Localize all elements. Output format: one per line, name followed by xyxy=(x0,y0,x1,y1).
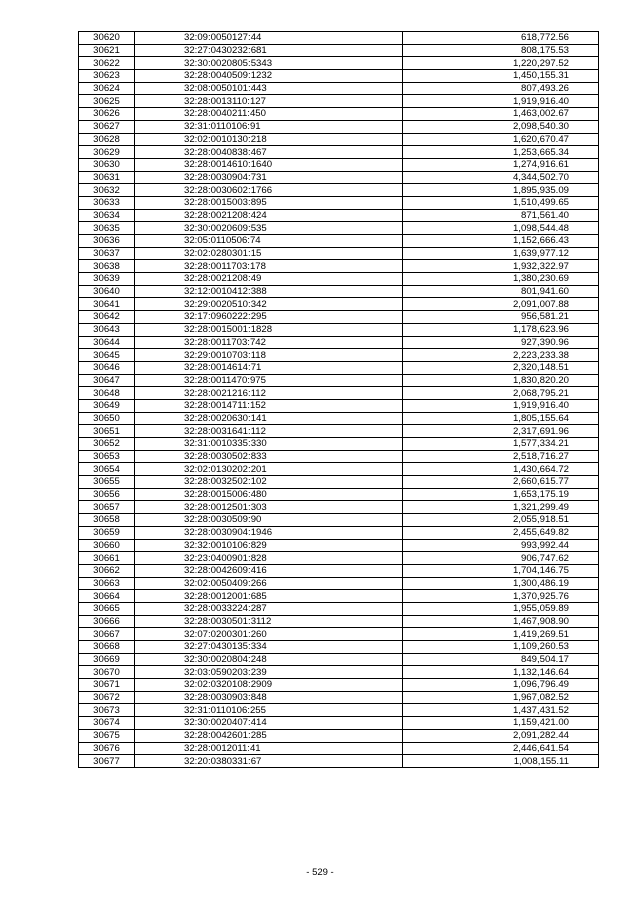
row-number-cell: 30639 xyxy=(79,273,135,286)
cadastral-value-cell: 1,370,925.76 xyxy=(403,590,599,603)
row-number-cell: 30642 xyxy=(79,311,135,324)
cadastral-value-cell: 1,008,155.11 xyxy=(403,755,599,768)
table-row xyxy=(79,755,599,768)
table-row xyxy=(79,653,599,666)
row-number-cell: 30654 xyxy=(79,463,135,476)
table-row xyxy=(79,44,599,57)
cadastral-number-cell: 32:23:0400901:828 xyxy=(135,552,403,565)
table-row xyxy=(79,158,599,171)
cadastral-number-cell: 32:30:0020804:248 xyxy=(135,653,403,666)
table-row xyxy=(79,95,599,108)
row-number-cell: 30673 xyxy=(79,704,135,717)
row-number-cell: 30657 xyxy=(79,501,135,514)
row-number-cell: 30660 xyxy=(79,539,135,552)
table-row xyxy=(79,82,599,95)
cadastral-value-cell: 1,159,421.00 xyxy=(403,717,599,730)
cadastral-value-cell: 2,055,918.51 xyxy=(403,514,599,527)
row-number-cell: 30668 xyxy=(79,641,135,654)
cadastral-value-cell: 1,955,059.89 xyxy=(403,602,599,615)
row-number-cell: 30631 xyxy=(79,171,135,184)
row-number-cell: 30661 xyxy=(79,552,135,565)
cadastral-number-cell: 32:07:0200301:260 xyxy=(135,628,403,641)
row-number-cell: 30633 xyxy=(79,196,135,209)
table-row xyxy=(79,679,599,692)
row-number-cell: 30634 xyxy=(79,209,135,222)
cadastral-number-cell: 32:28:0011470:975 xyxy=(135,374,403,387)
cadastral-value-cell: 2,091,007.88 xyxy=(403,298,599,311)
cadastral-value-cell: 801,941.60 xyxy=(403,285,599,298)
table-row xyxy=(79,323,599,336)
table-row xyxy=(79,526,599,539)
cadastral-value-cell: 1,805,155.64 xyxy=(403,412,599,425)
cadastral-number-cell: 32:28:0012501:303 xyxy=(135,501,403,514)
cadastral-number-cell: 32:02:0050409:266 xyxy=(135,577,403,590)
table-row xyxy=(79,247,599,260)
row-number-cell: 30670 xyxy=(79,666,135,679)
table-row xyxy=(79,260,599,273)
row-number-cell: 30658 xyxy=(79,514,135,527)
table-row xyxy=(79,666,599,679)
cadastral-number-cell: 32:02:0280301:15 xyxy=(135,247,403,260)
row-number-cell: 30651 xyxy=(79,425,135,438)
cadastral-value-cell: 1,437,431.52 xyxy=(403,704,599,717)
cadastral-number-cell: 32:28:0030502:833 xyxy=(135,450,403,463)
cadastral-number-cell: 32:28:0040838:467 xyxy=(135,146,403,159)
cadastral-value-cell: 1,419,269.51 xyxy=(403,628,599,641)
cadastral-value-cell: 1,653,175.19 xyxy=(403,488,599,501)
cadastral-number-cell: 32:28:0012001:685 xyxy=(135,590,403,603)
table-row xyxy=(79,57,599,70)
cadastral-number-cell: 32:28:0013110:127 xyxy=(135,95,403,108)
row-number-cell: 30650 xyxy=(79,412,135,425)
cadastral-value-cell: 1,639,977.12 xyxy=(403,247,599,260)
cadastral-value-table xyxy=(78,31,599,768)
row-number-cell: 30625 xyxy=(79,95,135,108)
cadastral-value-cell: 2,446,641.54 xyxy=(403,742,599,755)
table-row xyxy=(79,298,599,311)
row-number-cell: 30665 xyxy=(79,602,135,615)
table-row xyxy=(79,425,599,438)
cadastral-number-cell: 32:28:0021208:49 xyxy=(135,273,403,286)
cadastral-number-cell: 32:28:0030602:1766 xyxy=(135,184,403,197)
row-number-cell: 30667 xyxy=(79,628,135,641)
row-number-cell: 30649 xyxy=(79,399,135,412)
cadastral-number-cell: 32:28:0015006:480 xyxy=(135,488,403,501)
table-row xyxy=(79,717,599,730)
row-number-cell: 30626 xyxy=(79,108,135,121)
table-row xyxy=(79,108,599,121)
cadastral-value-cell: 2,091,282.44 xyxy=(403,729,599,742)
table-row xyxy=(79,209,599,222)
cadastral-number-cell: 32:28:0030509:90 xyxy=(135,514,403,527)
row-number-cell: 30652 xyxy=(79,438,135,451)
cadastral-value-cell: 1,321,299.49 xyxy=(403,501,599,514)
cadastral-value-cell: 2,660,615.77 xyxy=(403,476,599,489)
cadastral-number-cell: 32:30:0020609:535 xyxy=(135,222,403,235)
cadastral-number-cell: 32:02:0130202:201 xyxy=(135,463,403,476)
table-row xyxy=(79,488,599,501)
cadastral-number-cell: 32:28:0014711:152 xyxy=(135,399,403,412)
row-number-cell: 30627 xyxy=(79,120,135,133)
cadastral-value-cell: 1,450,155.31 xyxy=(403,70,599,83)
table-row xyxy=(79,641,599,654)
table-row xyxy=(79,742,599,755)
row-number-cell: 30674 xyxy=(79,717,135,730)
cadastral-number-cell: 32:28:0040211:450 xyxy=(135,108,403,121)
table-row xyxy=(79,501,599,514)
cadastral-value-cell: 2,317,691.96 xyxy=(403,425,599,438)
row-number-cell: 30624 xyxy=(79,82,135,95)
table-row xyxy=(79,184,599,197)
row-number-cell: 30664 xyxy=(79,590,135,603)
table-row xyxy=(79,552,599,565)
cadastral-value-cell: 906,747.62 xyxy=(403,552,599,565)
row-number-cell: 30628 xyxy=(79,133,135,146)
cadastral-number-cell: 32:28:0042601:285 xyxy=(135,729,403,742)
cadastral-number-cell: 32:28:0031641:112 xyxy=(135,425,403,438)
table-row xyxy=(79,120,599,133)
cadastral-value-cell: 1,300,486.19 xyxy=(403,577,599,590)
row-number-cell: 30638 xyxy=(79,260,135,273)
cadastral-number-cell: 32:05:0110506:74 xyxy=(135,235,403,248)
table-row xyxy=(79,361,599,374)
row-number-cell: 30641 xyxy=(79,298,135,311)
table-row xyxy=(79,311,599,324)
table-row xyxy=(79,628,599,641)
cadastral-value-cell: 1,096,796.49 xyxy=(403,679,599,692)
cadastral-value-cell: 993,992.44 xyxy=(403,539,599,552)
cadastral-number-cell: 32:32:0010106:829 xyxy=(135,539,403,552)
table-row xyxy=(79,564,599,577)
table-row xyxy=(79,374,599,387)
cadastral-value-cell: 2,068,795.21 xyxy=(403,387,599,400)
cadastral-value-cell: 1,620,670.47 xyxy=(403,133,599,146)
row-number-cell: 30669 xyxy=(79,653,135,666)
cadastral-value-cell: 1,704,146.75 xyxy=(403,564,599,577)
cadastral-number-cell: 32:27:0430232:681 xyxy=(135,44,403,57)
row-number-cell: 30672 xyxy=(79,691,135,704)
row-number-cell: 30630 xyxy=(79,158,135,171)
cadastral-number-cell: 32:28:0030904:1946 xyxy=(135,526,403,539)
table-row xyxy=(79,463,599,476)
cadastral-value-cell: 618,772.56 xyxy=(403,32,599,45)
row-number-cell: 30635 xyxy=(79,222,135,235)
cadastral-number-cell: 32:28:0011703:742 xyxy=(135,336,403,349)
table-row xyxy=(79,577,599,590)
table-row xyxy=(79,235,599,248)
row-number-cell: 30647 xyxy=(79,374,135,387)
cadastral-value-cell: 1,919,916.40 xyxy=(403,399,599,412)
cadastral-value-cell: 2,455,649.82 xyxy=(403,526,599,539)
table-row xyxy=(79,590,599,603)
table-row xyxy=(79,729,599,742)
table-row xyxy=(79,273,599,286)
cadastral-number-cell: 32:02:0320108:2909 xyxy=(135,679,403,692)
cadastral-value-cell: 1,132,146.64 xyxy=(403,666,599,679)
cadastral-number-cell: 32:02:0010130:218 xyxy=(135,133,403,146)
table-row xyxy=(79,704,599,717)
cadastral-value-cell: 1,274,916.61 xyxy=(403,158,599,171)
cadastral-value-cell: 1,967,082.52 xyxy=(403,691,599,704)
cadastral-value-cell: 1,510,499.65 xyxy=(403,196,599,209)
row-number-cell: 30632 xyxy=(79,184,135,197)
table-row xyxy=(79,146,599,159)
cadastral-value-cell: 4,344,502.70 xyxy=(403,171,599,184)
cadastral-value-cell: 2,098,540.30 xyxy=(403,120,599,133)
cadastral-value-cell: 871,561.40 xyxy=(403,209,599,222)
cadastral-value-cell: 1,895,935.09 xyxy=(403,184,599,197)
table-row xyxy=(79,602,599,615)
row-number-cell: 30629 xyxy=(79,146,135,159)
row-number-cell: 30663 xyxy=(79,577,135,590)
row-number-cell: 30622 xyxy=(79,57,135,70)
table-row xyxy=(79,133,599,146)
row-number-cell: 30671 xyxy=(79,679,135,692)
row-number-cell: 30655 xyxy=(79,476,135,489)
cadastral-value-cell: 927,390.96 xyxy=(403,336,599,349)
table-row xyxy=(79,222,599,235)
table-row xyxy=(79,285,599,298)
table-row xyxy=(79,349,599,362)
cadastral-number-cell: 32:31:0110106:255 xyxy=(135,704,403,717)
table-row xyxy=(79,196,599,209)
table-row xyxy=(79,399,599,412)
cadastral-number-cell: 32:28:0033224:287 xyxy=(135,602,403,615)
table-row xyxy=(79,514,599,527)
cadastral-number-cell: 32:28:0015001:1828 xyxy=(135,323,403,336)
row-number-cell: 30645 xyxy=(79,349,135,362)
cadastral-value-cell: 807,493.26 xyxy=(403,82,599,95)
row-number-cell: 30653 xyxy=(79,450,135,463)
row-number-cell: 30623 xyxy=(79,70,135,83)
row-number-cell: 30620 xyxy=(79,32,135,45)
cadastral-number-cell: 32:17:0960222:295 xyxy=(135,311,403,324)
row-number-cell: 30644 xyxy=(79,336,135,349)
row-number-cell: 30643 xyxy=(79,323,135,336)
cadastral-number-cell: 32:28:0020630:141 xyxy=(135,412,403,425)
cadastral-value-cell: 1,152,666.43 xyxy=(403,235,599,248)
table-row xyxy=(79,476,599,489)
cadastral-value-cell: 956,581.21 xyxy=(403,311,599,324)
cadastral-number-cell: 32:12:0010412:388 xyxy=(135,285,403,298)
table-row xyxy=(79,336,599,349)
cadastral-number-cell: 32:29:0010703:118 xyxy=(135,349,403,362)
row-number-cell: 30648 xyxy=(79,387,135,400)
cadastral-value-cell: 808,175.53 xyxy=(403,44,599,57)
cadastral-number-cell: 32:28:0042609:416 xyxy=(135,564,403,577)
cadastral-value-cell: 1,380,230.69 xyxy=(403,273,599,286)
table-row xyxy=(79,438,599,451)
cadastral-number-cell: 32:31:0010335:330 xyxy=(135,438,403,451)
page-number: - 529 - xyxy=(306,867,334,878)
row-number-cell: 30666 xyxy=(79,615,135,628)
cadastral-number-cell: 32:03:0590203:239 xyxy=(135,666,403,679)
cadastral-value-cell: 1,830,820.20 xyxy=(403,374,599,387)
cadastral-number-cell: 32:28:0021208:424 xyxy=(135,209,403,222)
cadastral-number-cell: 32:28:0021216:112 xyxy=(135,387,403,400)
row-number-cell: 30637 xyxy=(79,247,135,260)
table-row xyxy=(79,412,599,425)
cadastral-value-cell: 1,178,623.96 xyxy=(403,323,599,336)
row-number-cell: 30677 xyxy=(79,755,135,768)
cadastral-number-cell: 32:30:0020407:414 xyxy=(135,717,403,730)
row-number-cell: 30636 xyxy=(79,235,135,248)
cadastral-number-cell: 32:09:0050127:44 xyxy=(135,32,403,45)
cadastral-value-cell: 1,109,260.53 xyxy=(403,641,599,654)
cadastral-number-cell: 32:31:0110106:91 xyxy=(135,120,403,133)
cadastral-number-cell: 32:20:0380331:67 xyxy=(135,755,403,768)
cadastral-value-cell: 2,223,233.38 xyxy=(403,349,599,362)
cadastral-value-cell: 1,253,665.34 xyxy=(403,146,599,159)
table-body xyxy=(79,32,599,768)
cadastral-number-cell: 32:28:0015003:895 xyxy=(135,196,403,209)
cadastral-number-cell: 32:28:0040509:1232 xyxy=(135,70,403,83)
row-number-cell: 30640 xyxy=(79,285,135,298)
row-number-cell: 30659 xyxy=(79,526,135,539)
table-row xyxy=(79,450,599,463)
cadastral-number-cell: 32:28:0014610:1640 xyxy=(135,158,403,171)
row-number-cell: 30662 xyxy=(79,564,135,577)
cadastral-value-cell: 1,430,664.72 xyxy=(403,463,599,476)
cadastral-number-cell: 32:29:0020510:342 xyxy=(135,298,403,311)
cadastral-number-cell: 32:27:0430135:334 xyxy=(135,641,403,654)
row-number-cell: 30646 xyxy=(79,361,135,374)
cadastral-number-cell: 32:28:0011703:178 xyxy=(135,260,403,273)
row-number-cell: 30621 xyxy=(79,44,135,57)
table-row xyxy=(79,539,599,552)
table-row xyxy=(79,70,599,83)
cadastral-value-cell: 1,463,002.67 xyxy=(403,108,599,121)
table-row xyxy=(79,691,599,704)
cadastral-value-cell: 1,932,322.97 xyxy=(403,260,599,273)
cadastral-number-cell: 32:28:0014614:71 xyxy=(135,361,403,374)
row-number-cell: 30676 xyxy=(79,742,135,755)
cadastral-value-cell: 1,098,544.48 xyxy=(403,222,599,235)
table-row xyxy=(79,32,599,45)
cadastral-value-cell: 2,518,716.27 xyxy=(403,450,599,463)
table-row xyxy=(79,615,599,628)
cadastral-value-cell: 1,919,916.40 xyxy=(403,95,599,108)
cadastral-value-cell: 849,504.17 xyxy=(403,653,599,666)
cadastral-number-cell: 32:28:0030904:731 xyxy=(135,171,403,184)
cadastral-number-cell: 32:28:0030903:848 xyxy=(135,691,403,704)
row-number-cell: 30656 xyxy=(79,488,135,501)
cadastral-number-cell: 32:28:0030501:3112 xyxy=(135,615,403,628)
table-row xyxy=(79,171,599,184)
cadastral-value-cell: 1,577,334.21 xyxy=(403,438,599,451)
cadastral-number-cell: 32:28:0032502:102 xyxy=(135,476,403,489)
cadastral-value-cell: 1,467,908.90 xyxy=(403,615,599,628)
cadastral-value-cell: 2,320,148.51 xyxy=(403,361,599,374)
cadastral-number-cell: 32:08:0050101:443 xyxy=(135,82,403,95)
row-number-cell: 30675 xyxy=(79,729,135,742)
table-row xyxy=(79,387,599,400)
cadastral-value-cell: 1,220,297.52 xyxy=(403,57,599,70)
cadastral-number-cell: 32:30:0020805:5343 xyxy=(135,57,403,70)
cadastral-number-cell: 32:28:0012011:41 xyxy=(135,742,403,755)
